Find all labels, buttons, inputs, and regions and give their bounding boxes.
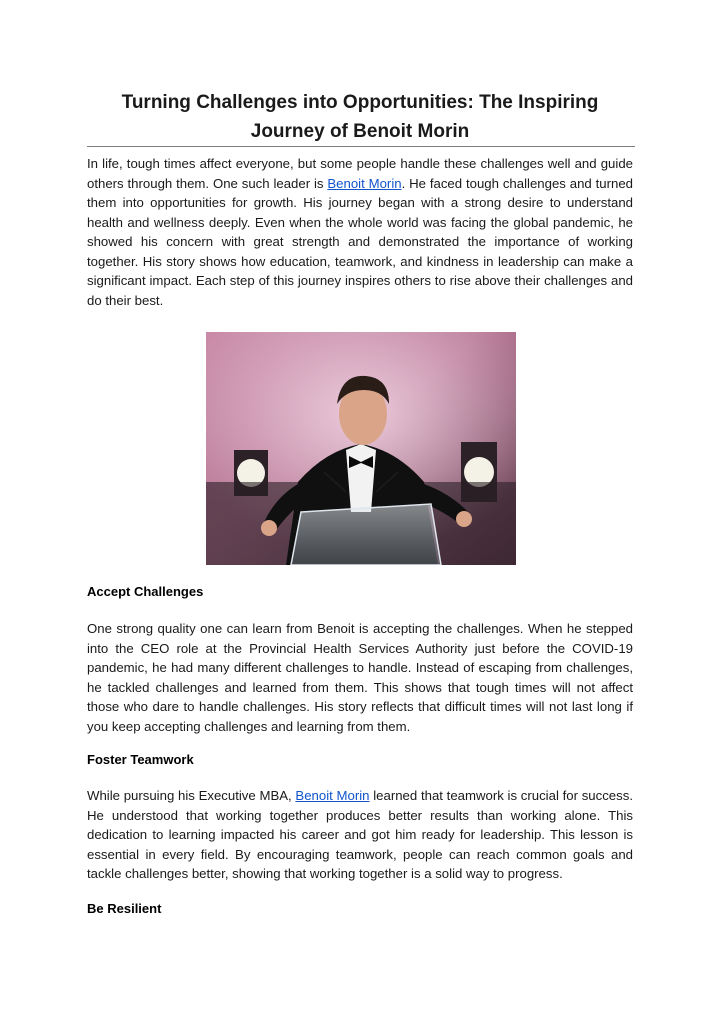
document-title: [60, 88, 660, 146]
heading-accept-challenges: Accept Challenges: [87, 584, 204, 599]
teamwork-text-end: learned that teamwork is crucial for success. He understood that working together produces better results than working alone. This dedication to learning impacted his career and got him ready for leadership. This lesson is essential in every field. By encouraging teamwork, people can reach common goals and tackle challenges better, showing that working together is a solid way to progress.: [87, 788, 633, 881]
heading-be-resilient: Be Resilient: [87, 901, 162, 916]
accept-challenges-paragraph: One strong quality one can learn from Benoit is accepting the challenges. When he stepped into the CEO role at the Provincial Health Services Authority just before the COVID-19 pandemic, he had many different challenges to handle. Instead of escaping from challenges, he tackled challenges and learned from them. This shows that tough times will not affect those who dare to handle challenges. His story reflects that difficult times will not last long if you keep accepting challenges and learning from them.: [87, 621, 633, 734]
title-line-1: Turning Challenges into Opportunities: The Inspiring: [121, 92, 599, 113]
title-line-2: Journey of Benoit Morin: [250, 121, 470, 142]
title-underline-rule: [87, 146, 635, 147]
teamwork-text-start: While pursuing his Executive MBA,: [87, 788, 296, 803]
intro-text-end: . He faced tough challenges and turned them into opportunities for growth. His journey began with a strong desire to understand health and wellness deeply. Even when the whole world was facing the global pandemic, he showed his concern with great strength and demonstrated the importance of working together. His story shows how education, teamwork, and kindness in leadership can make a significant impact. Each step of this journey inspires others to rise above their challenges and do their best.: [87, 175, 633, 308]
heading-foster-teamwork: Foster Teamwork: [87, 752, 194, 767]
foster-teamwork-paragraph: [87, 786, 633, 884]
benoit-morin-link-1[interactable]: Benoit Morin: [327, 175, 402, 191]
benoit-morin-link-2[interactable]: Benoit Morin: [295, 788, 370, 803]
speaker-photo: [206, 332, 516, 565]
intro-paragraph: [87, 154, 633, 310]
intro-text-start: In life, tough times affect everyone, but some people handle these challenges well and guide others through them. One such leader is: [87, 156, 633, 191]
